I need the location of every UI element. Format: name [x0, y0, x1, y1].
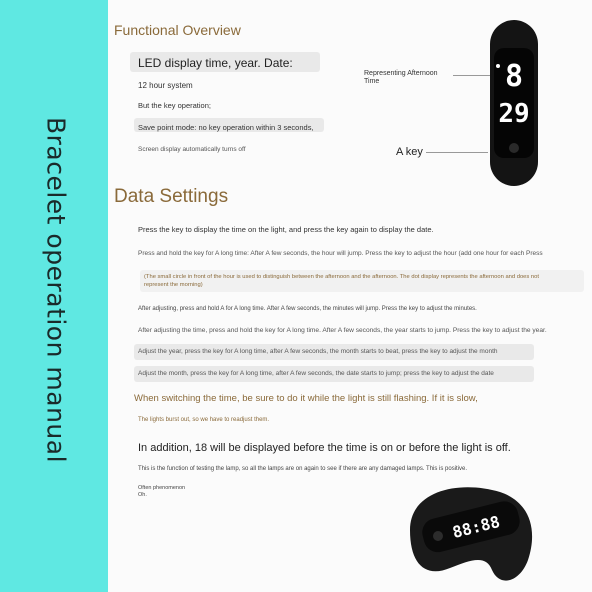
sidebar-panel	[0, 0, 108, 592]
settings-line: After adjusting the time, press and hold the key for A long time. After A few seconds, the year starts to jump. Press the key to adjust the year.	[138, 327, 547, 334]
settings-line: Press and hold the key for A long time: After A few seconds, the hour will jump. Press the key to adjust the hour (add one hour for each Press	[138, 250, 543, 257]
manual-page	[108, 0, 592, 592]
watch-key-button	[433, 531, 443, 541]
settings-line: Adjust the year, press the key for A long time, after A few seconds, the month starts to beat, press the key to adjust the month	[138, 348, 498, 355]
overview-line: Save point mode: no key operation within 3 seconds,	[138, 123, 314, 132]
watch-display-digits: 88:88	[450, 511, 502, 543]
pm-indicator-dot	[496, 64, 500, 68]
vertical-title: Bracelet operation manual	[41, 116, 71, 464]
watch-key-button	[509, 143, 519, 153]
settings-line: This is the function of testing the lamp, so all the lamps are on again to see if there are any damaged lamps. This is positive.	[138, 466, 468, 472]
afternoon-callout-label: Representing Afternoon Time	[364, 70, 438, 85]
callout-line	[426, 152, 488, 153]
watch-hour-digit: 8	[504, 59, 524, 94]
settings-line: Adjust the month, press the key for A long time, after A few seconds, the date starts to jump; press the key to adjust the date	[138, 370, 494, 377]
a-key-callout-label: A key	[396, 146, 423, 158]
settings-warning: The lights burst out, so we have to readjust them.	[138, 417, 270, 423]
settings-note: (The small circle in front of the hour is used to distinguish between the afternoon and the afternoon. The dot display represents the afternoon and does not	[144, 274, 539, 280]
overview-line: 12 hour system	[138, 81, 193, 90]
bracelet-top-image	[484, 18, 544, 188]
settings-heading: Data Settings	[114, 186, 229, 207]
settings-line: After adjusting, press and hold A for A long time. After A few seconds, the minutes will jump. Press the key to adjust the minutes.	[138, 306, 477, 312]
settings-line: Often phenomenon	[138, 485, 186, 491]
overview-line: LED display time, year. Date:	[138, 56, 293, 70]
settings-line: Oh.	[138, 492, 147, 498]
overview-heading: Functional Overview	[114, 22, 241, 38]
watch-minute-digits: 29	[498, 99, 530, 129]
bracelet-bottom-image	[400, 470, 540, 590]
overview-line: Screen display automatically turns off	[138, 146, 246, 153]
settings-warning: When switching the time, be sure to do it while the light is still flashing. If it is slow,	[134, 393, 478, 404]
settings-note: represent the morning)	[144, 282, 203, 288]
overview-line: But the key operation;	[138, 101, 211, 110]
settings-line: In addition, 18 will be displayed before the time is on or before the light is off.	[138, 442, 511, 454]
settings-line: Press the key to display the time on the light, and press the key again to display the date.	[138, 225, 434, 234]
